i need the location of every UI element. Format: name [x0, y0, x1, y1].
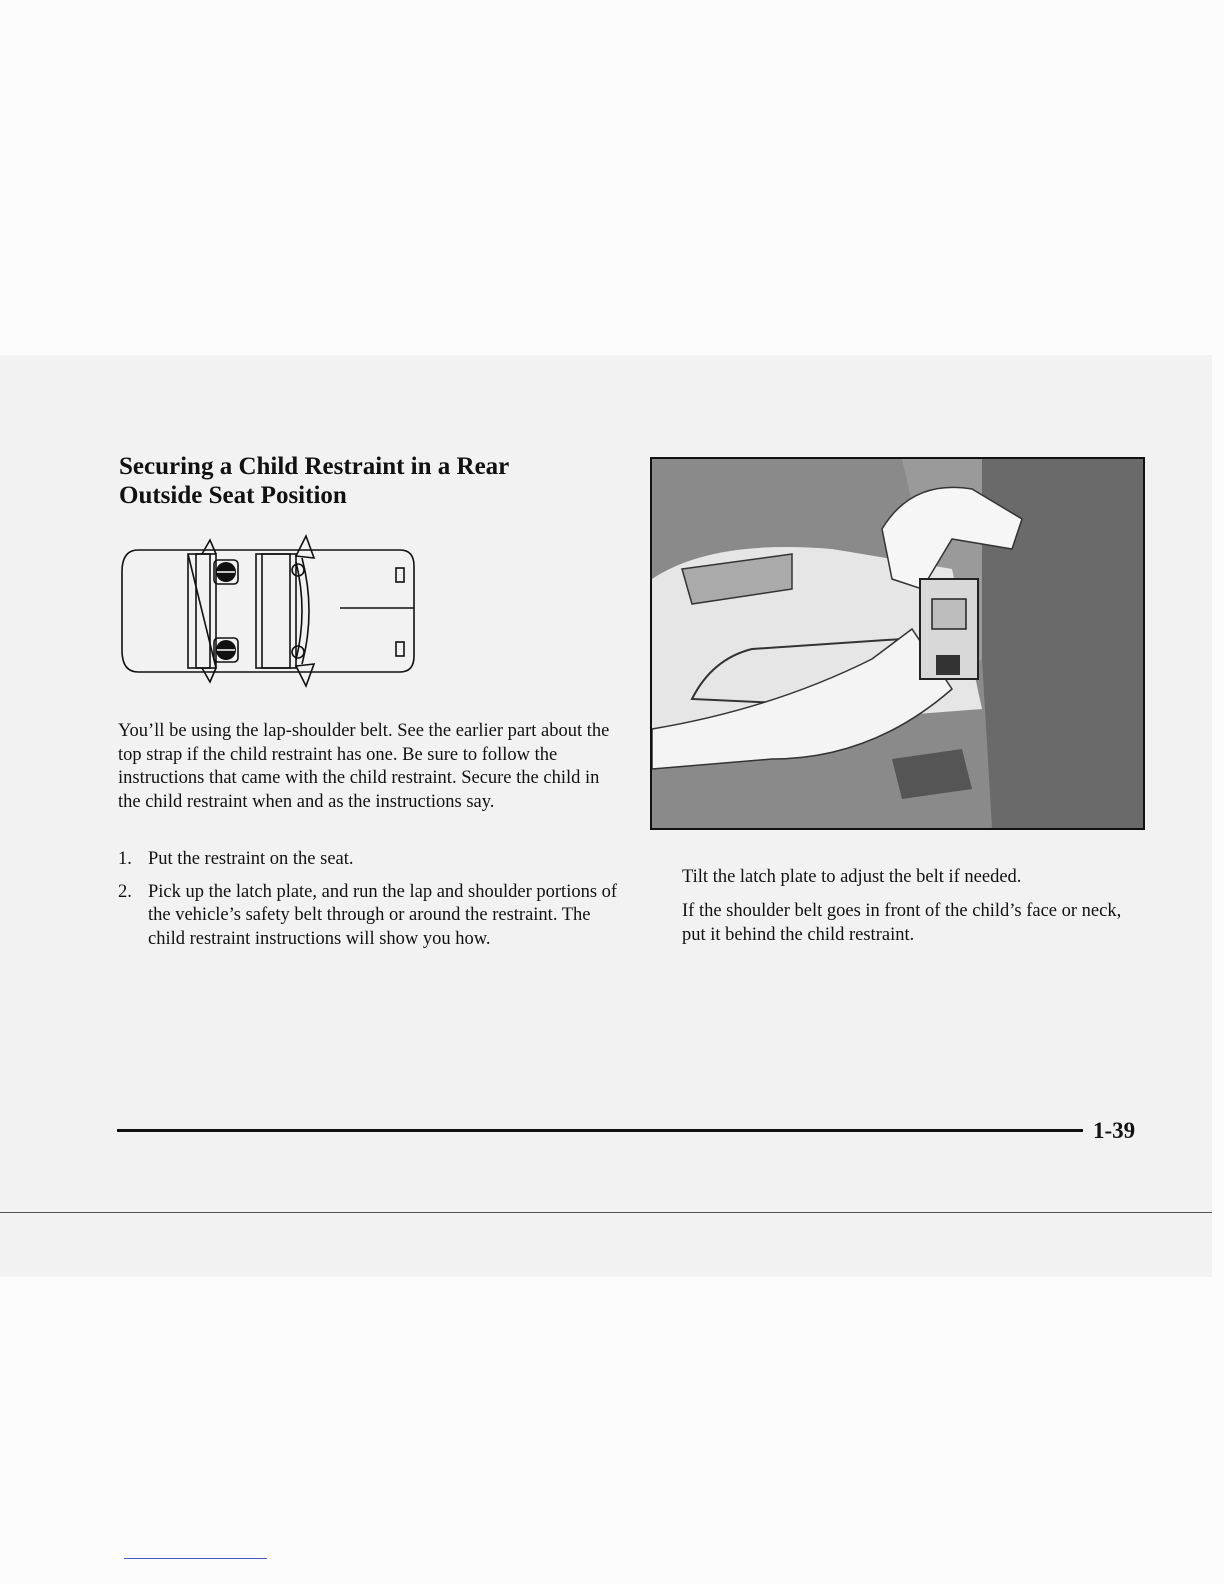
- tilt-latch-text: Tilt the latch plate to adjust the belt if needed.: [682, 867, 1022, 887]
- instruction-steps: [118, 848, 618, 960]
- intro-paragraph: You’ll be using the lap-shoulder belt. See the earlier part about the top strap if the child restraint has one. Be sure to follow the instructions that came with the child restraint. Secure the child in the child restraint when and as the instructions say.: [118, 721, 610, 812]
- list-item: [118, 881, 618, 952]
- scan-edge-line: [0, 1212, 1212, 1213]
- latch-plate-photo: [650, 457, 1145, 830]
- page-number: 1-39: [1093, 1118, 1136, 1143]
- step-number: 1.: [118, 849, 132, 869]
- step-text: Put the restraint on the seat.: [148, 849, 354, 869]
- vehicle-seat-diagram: [118, 532, 420, 690]
- hand-holding-latch-plate-icon: [652, 459, 1143, 828]
- step-text: Pick up the latch plate, and run the lap and shoulder portions of the vehicle’s safety belt through or around the restraint. The child restraint instructions will show you how.: [148, 881, 618, 949]
- footer-rule: [117, 1129, 1083, 1132]
- section-title: [119, 452, 639, 510]
- section-title-line-2: Outside Seat Position: [119, 482, 347, 509]
- step-number: 2.: [118, 881, 132, 902]
- bottom-link-underline: [124, 1558, 267, 1559]
- list-item: [118, 848, 618, 872]
- vehicle-top-view-icon: [118, 532, 420, 690]
- section-title-line-1: Securing a Child Restraint in a Rear: [119, 453, 510, 480]
- shoulder-belt-text: If the shoulder belt goes in front of the child’s face or neck, put it behind the child restraint.: [682, 901, 1122, 945]
